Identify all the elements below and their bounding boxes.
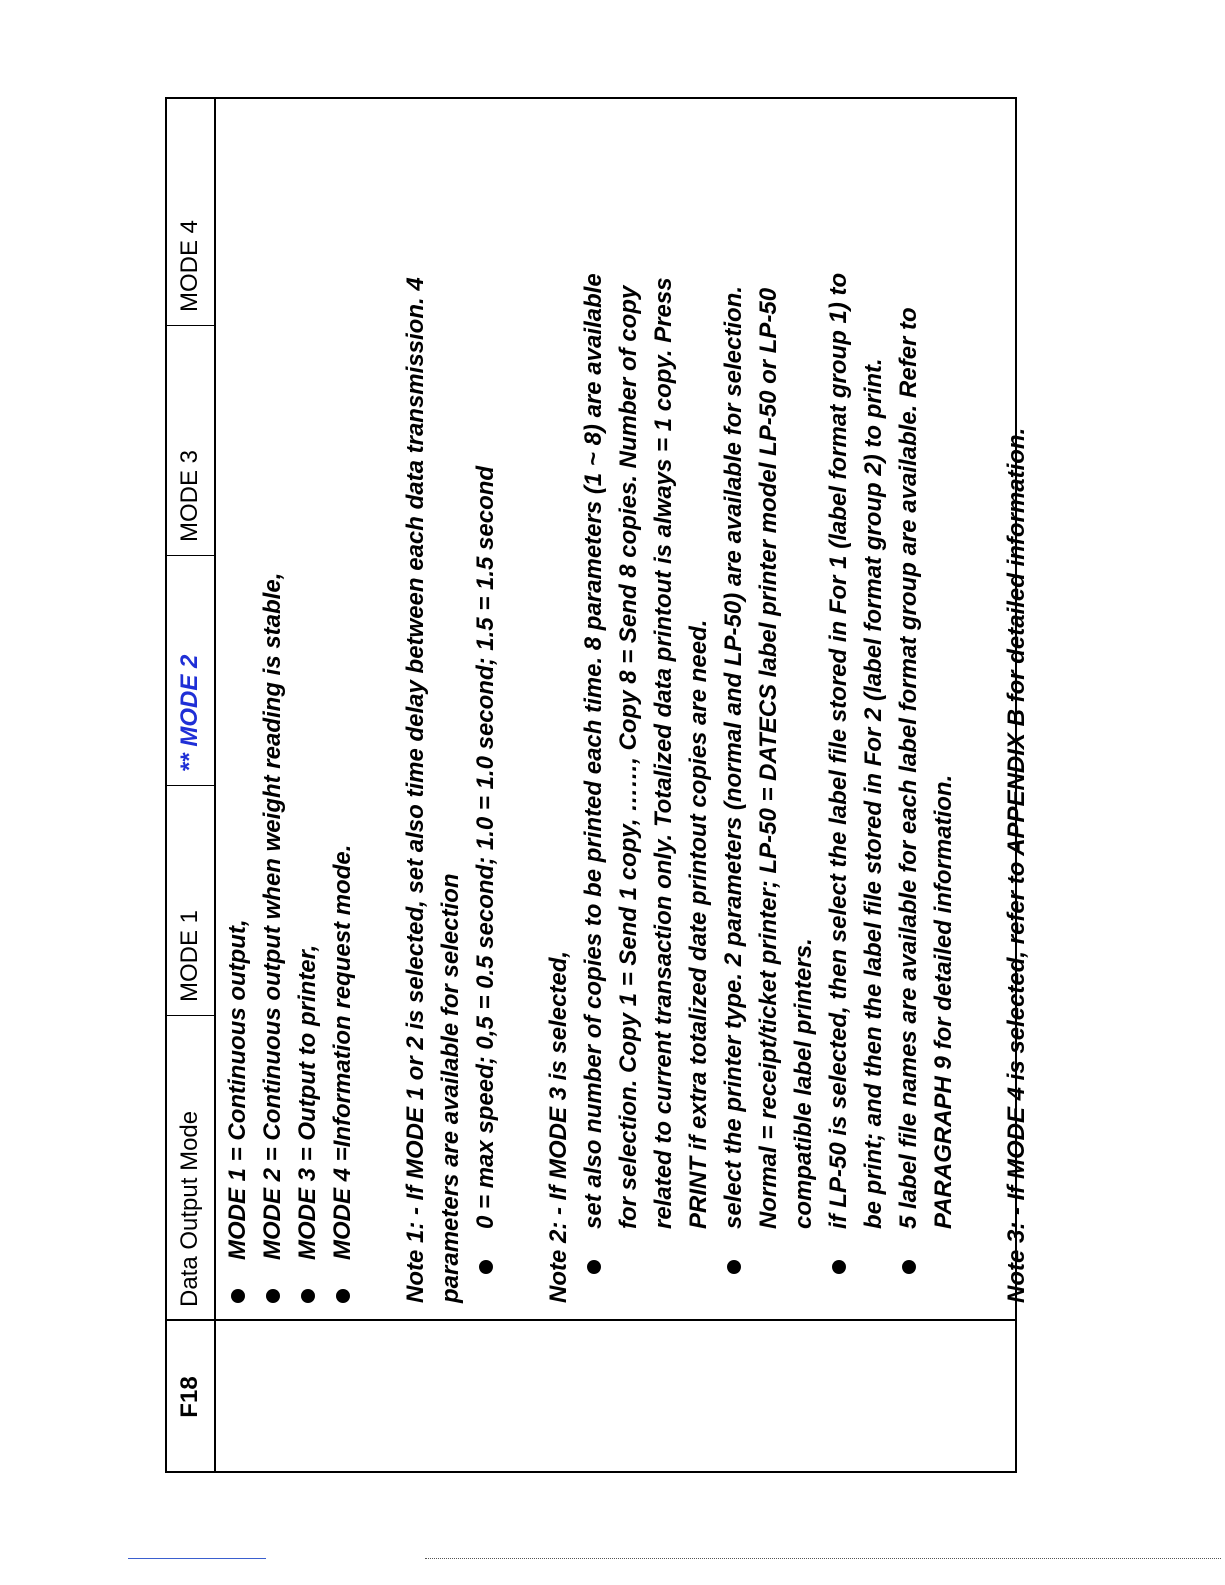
note-2-bullet: if LP-50 is selected, then select the label file stored in For 1 (label format group 1) to be print; and then the label file stored in For 2 (label format group 2) to print.: [821, 113, 891, 1303]
header-label: Data Output Mode: [176, 1110, 203, 1307]
footer-divider: [128, 1558, 266, 1559]
bullet-icon: [832, 1260, 846, 1274]
bullet-icon: [587, 1260, 601, 1274]
description-cell: [220, 113, 1034, 1303]
bullet-icon: [266, 1289, 280, 1303]
header-mode-4: MODE 4: [176, 219, 203, 312]
table-header-row: [165, 97, 216, 1473]
note-1-line: parameters are available for selection: [437, 873, 464, 1303]
note-2-bullet: select the printer type. 2 parameters (normal and LP-50) are available for selection. Normal = receipt/ticket printer; LP-50 = DATECS label printer model LP-50 or LP-50 compatible label printers.: [716, 113, 821, 1303]
function-code: F18: [176, 1376, 203, 1418]
note-2-title: Note 2: - If MODE 3 is selected,: [545, 950, 572, 1303]
mode-list-item: MODE 3 = Output to printer,: [290, 113, 325, 1303]
footer-rule: [425, 1558, 1221, 1559]
header-mode-1: MODE 1: [176, 909, 203, 1002]
mode-list-item: MODE 4 =Information request mode.: [325, 113, 360, 1303]
header-mode-2: ** MODE 2: [176, 654, 203, 772]
bullet-icon: [727, 1260, 741, 1274]
rotated-table: [165, 97, 1030, 1473]
note-2: [541, 113, 961, 1303]
note-3: Note 3: - If MODE 4 is selected, refer to APPENDIX B for detailed information.: [1003, 427, 1030, 1303]
note-2-bullet: set also number of copies to be printed each time. 8 parameters (1 ~ 8) are available for selection. Copy 1 = Send 1 copy, ……, Copy 8 = Send 8 copies. Number of copy related to current transaction only. Totalized data printout is always = 1 copy. Press PRINT if extra totalized date printout copies are need.: [576, 113, 716, 1303]
bullet-icon: [336, 1289, 350, 1303]
bullet-icon: [902, 1260, 916, 1274]
note-1: [398, 113, 503, 1303]
bullet-icon: [231, 1289, 245, 1303]
bullet-icon: [479, 1260, 493, 1274]
mode-list-item: MODE 2 = Continuous output when weight reading is stable,: [255, 113, 290, 1303]
header-mode-3: MODE 3: [176, 449, 203, 542]
code-column-divider: [165, 1319, 1017, 1321]
note-1-bullet: 0 = max speed; 0,5 = 0.5 second; 1.0 = 1.0 second; 1.5 = 1.5 second: [468, 113, 503, 1303]
note-2-bullet: 5 label file names are available for each label format group are available. Refer to PARAGRAPH 9 for detailed information.: [891, 113, 961, 1303]
bullet-icon: [301, 1289, 315, 1303]
note-1-line: Note 1: - If MODE 1 or 2 is selected, set also time delay between each data transmission. 4: [402, 277, 429, 1303]
mode-list-item: MODE 1 = Continuous output,: [220, 113, 255, 1303]
